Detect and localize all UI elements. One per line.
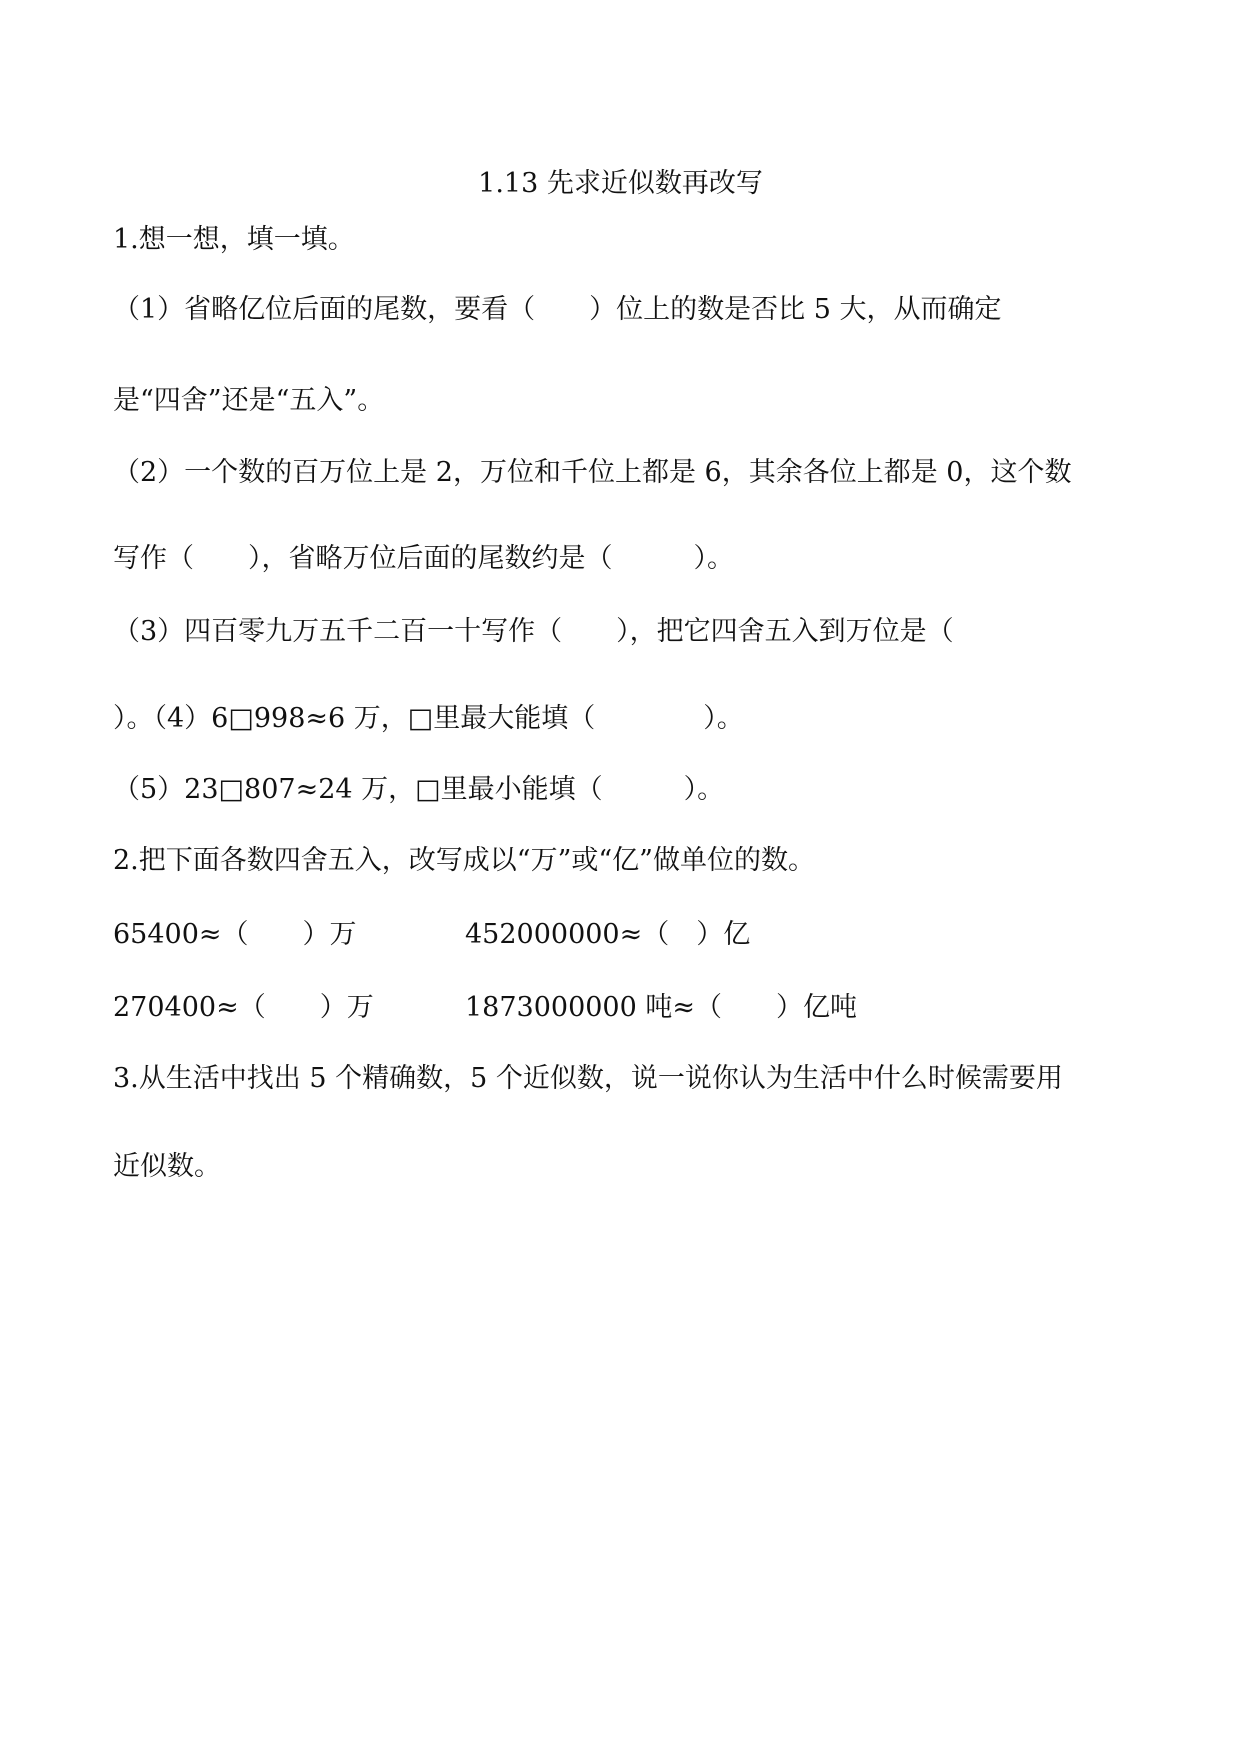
q2-row2-right: 1873000000 吨≈（ ）亿吨: [465, 992, 857, 1023]
q1-item2-line1: （2）一个数的百万位上是 2，万位和千位上都是 6，其余各位上都是 0，这个数: [113, 457, 1072, 488]
q1-heading: 1.想一想，填一填。: [113, 224, 355, 255]
q1-item3-4-line2: ）。（4）6□998≈6 万，□里最大能填（ ）。: [113, 703, 744, 734]
q2-heading: 2.把下面各数四舍五入，改写成以“万”或“亿”做单位的数。: [113, 845, 815, 876]
q1-item1-line1: （1）省略亿位后面的尾数，要看（ ）位上的数是否比 5 大，从而确定: [113, 294, 1002, 325]
q2-row1-right: 452000000≈（ ）亿: [465, 919, 751, 950]
q2-row1-left: 65400≈（ ）万: [113, 919, 357, 950]
page-title: 1.13 先求近似数再改写: [478, 168, 763, 199]
q1-item3-line1: （3）四百零九万五千二百一十写作（ ），把它四舍五入到万位是（: [113, 616, 954, 647]
q1-item2-line2: 写作（ ），省略万位后面的尾数约是（ ）。: [113, 543, 734, 574]
q1-item1-line2: 是“四舍”还是“五入”。: [113, 385, 385, 416]
q3-line1: 3.从生活中找出 5 个精确数，5 个近似数，说一说你认为生活中什么时候需要用: [113, 1063, 1063, 1094]
q1-item5: （5）23□807≈24 万，□里最小能填（ ）。: [113, 774, 725, 805]
q2-row2-left: 270400≈（ ）万: [113, 992, 374, 1023]
q3-line2: 近似数。: [113, 1151, 221, 1182]
